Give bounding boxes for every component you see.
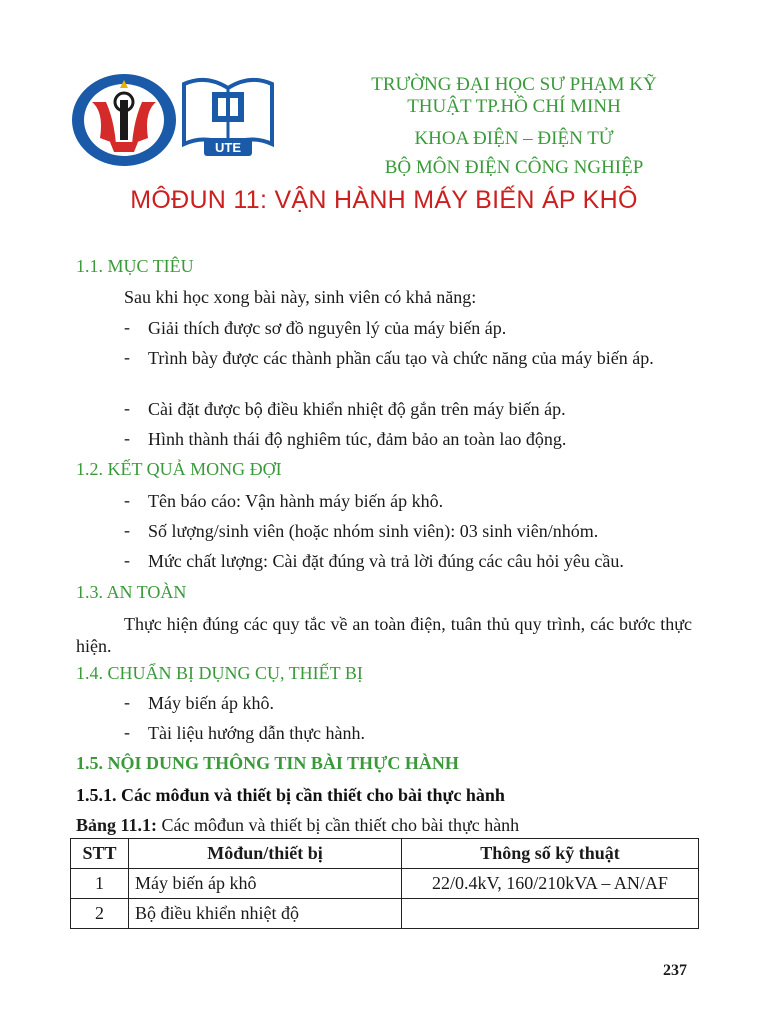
list-bullet: - xyxy=(124,550,130,570)
list-bullet: - xyxy=(124,490,130,510)
section-heading-expected-results: 1.2. KẾT QUẢ MONG ĐỢI xyxy=(76,459,282,479)
table-cell: 1 xyxy=(71,869,129,899)
table-row xyxy=(71,869,699,899)
table-caption-label: Bảng 11.1: xyxy=(76,815,158,835)
list-item: Mức chất lượng: Cài đặt đúng và trả lời đúng các câu hỏi yêu cầu. xyxy=(148,551,624,571)
section-heading-safety: 1.3. AN TOÀN xyxy=(76,582,187,602)
section-heading-tools: 1.4. CHUẨN BỊ DỤNG CỤ, THIẾT BỊ xyxy=(76,663,363,683)
ute-logo-text: UTE xyxy=(215,140,241,155)
list-item: Tên báo cáo: Vận hành máy biến áp khô. xyxy=(148,491,444,511)
table-cell: 22/0.4kV, 160/210kVA – AN/AF xyxy=(402,869,699,899)
page-number: 237 xyxy=(663,962,687,979)
list-item: Trình bày được các thành phần cấu tạo và chức năng của máy biến áp. xyxy=(148,348,654,368)
subsection-heading: 1.5.1. Các môđun và thiết bị cần thiết cho bài thực hành xyxy=(76,785,505,805)
table-row xyxy=(71,899,699,929)
page-title: MÔĐUN 11: VẬN HÀNH MÁY BIẾN ÁP KHÔ xyxy=(130,186,638,214)
safety-text: Thực hiện đúng các quy tắc về an toàn điện, tuân thủ quy trình, các bước thực hiện. xyxy=(76,614,692,656)
list-item: Cài đặt được bộ điều khiển nhiệt độ gắn trên máy biến áp. xyxy=(148,399,566,419)
list-item: Hình thành thái độ nghiêm túc, đảm bảo an toàn lao động. xyxy=(148,429,567,449)
list-bullet: - xyxy=(124,722,130,742)
institution-line-1: TRƯỜNG ĐẠI HỌC SƯ PHẠM KỸ xyxy=(371,74,657,95)
table-cell xyxy=(402,899,699,929)
institution-line-2: THUẬT TP.HỒ CHÍ MINH xyxy=(407,96,621,117)
section-heading-content: 1.5. NỘI DUNG THÔNG TIN BÀI THỰC HÀNH xyxy=(76,753,459,773)
column-header-stt: STT xyxy=(71,839,129,869)
section-heading-objectives: 1.1. MỤC TIÊU xyxy=(76,256,194,276)
list-bullet: - xyxy=(124,520,130,540)
university-emblem-logo xyxy=(70,72,178,168)
department-name: BỘ MÔN ĐIỆN CÔNG NGHIỆP xyxy=(384,157,644,178)
table-caption-text: Các môđun và thiết bị cần thiết cho bài thực hành xyxy=(157,815,520,835)
list-item: Máy biến áp khô. xyxy=(148,693,274,713)
list-item: Số lượng/sinh viên (hoặc nhóm sinh viên): 03 sinh viên/nhóm. xyxy=(148,521,599,541)
column-header-spec: Thông số kỹ thuật xyxy=(402,839,699,869)
list-bullet: - xyxy=(124,692,130,712)
list-item: Tài liệu hướng dẫn thực hành. xyxy=(148,723,365,743)
objectives-intro: Sau khi học xong bài này, sinh viên có khả năng: xyxy=(124,287,477,307)
equipment-table xyxy=(70,838,699,929)
table-cell: Máy biến áp khô xyxy=(129,869,402,899)
table-cell: 2 xyxy=(71,899,129,929)
institution-name xyxy=(296,74,732,118)
list-item: Giải thích được sơ đồ nguyên lý của máy biến áp. xyxy=(148,318,507,338)
table-cell: Bộ điều khiển nhiệt độ xyxy=(129,899,402,929)
list-bullet: - xyxy=(124,317,130,337)
list-bullet: - xyxy=(124,428,130,448)
list-bullet: - xyxy=(124,398,130,418)
table-caption xyxy=(76,815,519,836)
ute-logo xyxy=(178,74,278,162)
table-header-row xyxy=(71,839,699,869)
column-header-module: Môđun/thiết bị xyxy=(129,839,402,869)
list-bullet: - xyxy=(124,347,130,367)
faculty-name: KHOA ĐIỆN – ĐIỆN TỬ xyxy=(414,128,614,149)
